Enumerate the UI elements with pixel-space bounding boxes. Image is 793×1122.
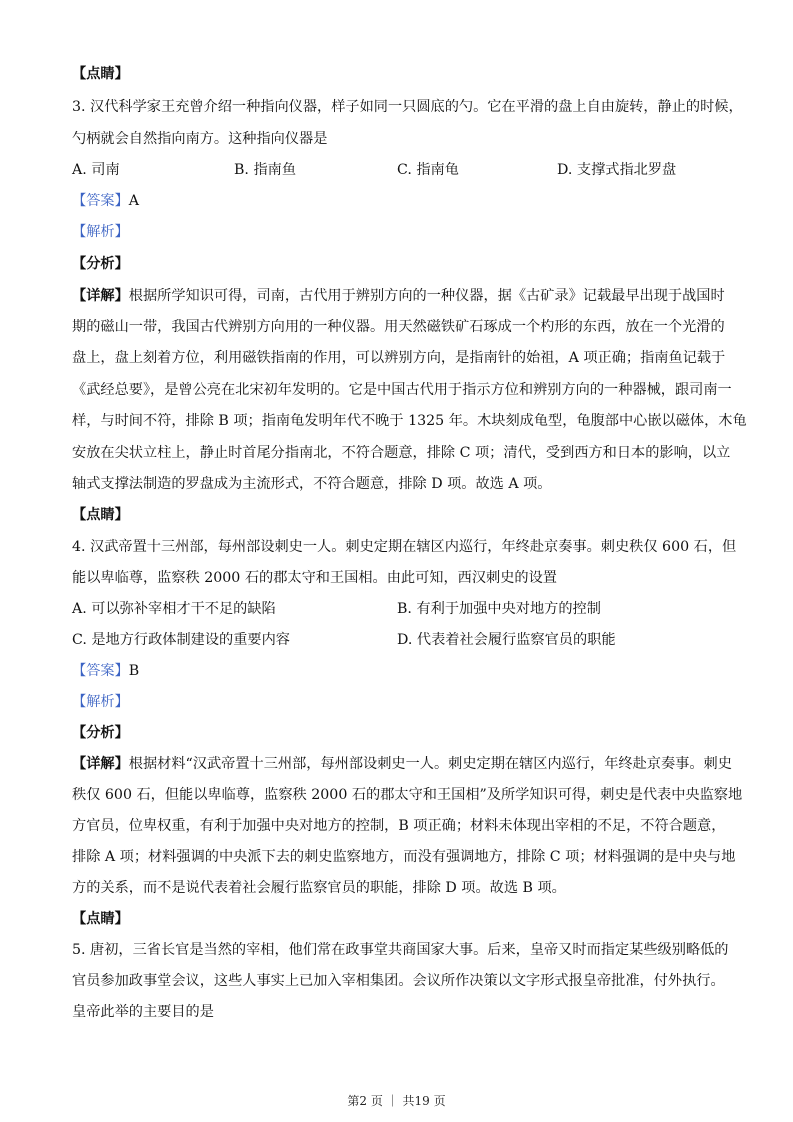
answer-value: A: [128, 193, 140, 209]
detail-label: 【详解】: [72, 756, 129, 772]
answer-label: 【答案】: [72, 193, 129, 209]
q4-stem-line-2: 能以卑临尊，监察秩 2000 石的郡太守和王国相。由此可知，西汉刺史的设置: [72, 570, 557, 586]
q4-option-a: A. 可以弥补宰相才干不足的缺陷: [72, 601, 276, 617]
q3-fenxi-label: 【分析】: [72, 256, 129, 272]
q3-detail-line-6: 安放在尖状立柱上，静止时首尾分指南北，不符合题意，排除 C 项；清代，受到西方和日本的影响，以立: [72, 445, 731, 461]
q4-detail-line-5: 方的关系，而不是说代表着社会履行监察官员的职能，排除 D 项。故选 B 项。: [72, 880, 566, 896]
q3-option-a: A. 司南: [72, 162, 120, 178]
q4-fenxi-label: 【分析】: [72, 725, 129, 741]
page-footer: 第2 页 ｜ 共19 页: [347, 1094, 446, 1108]
answer-label: 【答案】: [72, 663, 129, 679]
dianjing-heading: 【点睛】: [72, 66, 129, 82]
q4-detail-line-2: 秩仅 600 石，但能以卑临尊，监察秩 2000 石的郡太守和王国相”及所学知识可得，刺史是代表中央监察地: [72, 787, 743, 803]
q3-detail-line-7: 轴式支撑法制造的罗盘成为主流形式，不符合题意，排除 D 项。故选 A 项。: [72, 476, 552, 492]
q3-stem-line-2: 勺柄就会自然指向南方。这种指向仪器是: [72, 131, 328, 147]
q4-stem-line-1: 4. 汉武帝置十三州部，每州部设刺史一人。刺史定期在辖区内巡行，年终赴京奏事。刺史秩仅 600 石，但: [72, 539, 737, 555]
q3-jiexi-label: 【解析】: [72, 224, 129, 240]
q3-dianjing-label: 【点睛】: [72, 507, 129, 523]
q3-detail-line-3: 盘上，盘上刻着方位，利用磁铁指南的作用，可以辨别方向，是指南针的始祖，A 项正确；指南鱼记载于: [72, 350, 726, 366]
q3-detail-line-5: 样，与时间不符，排除 B 项；指南龟发明年代不晚于 1325 年。木块刻成龟型，龟腹部中心嵌以磁体，木龟: [72, 413, 747, 429]
detail-label: 【详解】: [72, 288, 129, 304]
q4-detail-line-4: 排除 A 项；材料强调的中央派下去的刺史监察地方，而没有强调地方，排除 C 项；材料强调的是中央与地: [72, 849, 736, 865]
q3-stem-line-1: 3. 汉代科学家王充曾介绍一种指向仪器，样子如同一只圆底的勺。它在平滑的盘上自由旋转，静止的时候，: [72, 99, 743, 115]
q5-stem-line-1: 5. 唐初，三省长官是当然的宰相，他们常在政事堂共商国家大事。后来，皇帝又时而指定某些级别略低的: [72, 942, 729, 958]
q3-detail-line-2: 期的磁山一带，我国古代辨别方向用的一种仪器。用天然磁铁矿石琢成一个杓形的东西，放在一个光滑的: [72, 319, 725, 335]
q3-answer: [72, 191, 722, 211]
q4-detail-line-1: 【详解】根据材料“汉武帝置十三州部，每州部设刺史一人。刺史定期在辖区内巡行，年终赴京奏事。刺史: [72, 756, 732, 772]
q4-jiexi-label: 【解析】: [72, 694, 129, 710]
q4-answer: [72, 661, 722, 681]
q3-option-d: D. 支撑式指北罗盘: [557, 162, 677, 178]
q4-dianjing-label: 【点睛】: [72, 911, 129, 927]
q4-option-d: D. 代表着社会履行监察官员的职能: [397, 632, 616, 648]
q3-detail-line-4: 《武经总要》，是曾公亮在北宋初年发明的。它是中国古代用于指示方位和辨别方向的一种器械，跟司南一: [72, 382, 732, 398]
q3-option-c: C. 指南龟: [397, 162, 459, 178]
q4-detail-line-3: 方官员，位卑权重，有利于加强中央对地方的控制，B 项正确；材料未体现出宰相的不足，不符合题意，: [72, 818, 726, 834]
q5-stem-line-3: 皇帝此举的主要目的是: [72, 1004, 214, 1020]
answer-value: B: [128, 663, 140, 679]
q4-option-c: C. 是地方行政体制建设的重要内容: [72, 632, 290, 648]
q5-stem-line-2: 官员参加政事堂会议，这些人事实上已加入宰相集团。会议所作决策以文字形式报皇帝批准，付外执行。: [72, 973, 725, 989]
q3-option-b: B. 指南鱼: [234, 162, 297, 178]
q4-option-b: B. 有利于加强中央对地方的控制: [397, 601, 601, 617]
q3-detail-line-1: 【详解】根据所学知识可得，司南，古代用于辨别方向的一种仪器，据《古矿录》记载最早出现于战国时: [72, 288, 725, 304]
